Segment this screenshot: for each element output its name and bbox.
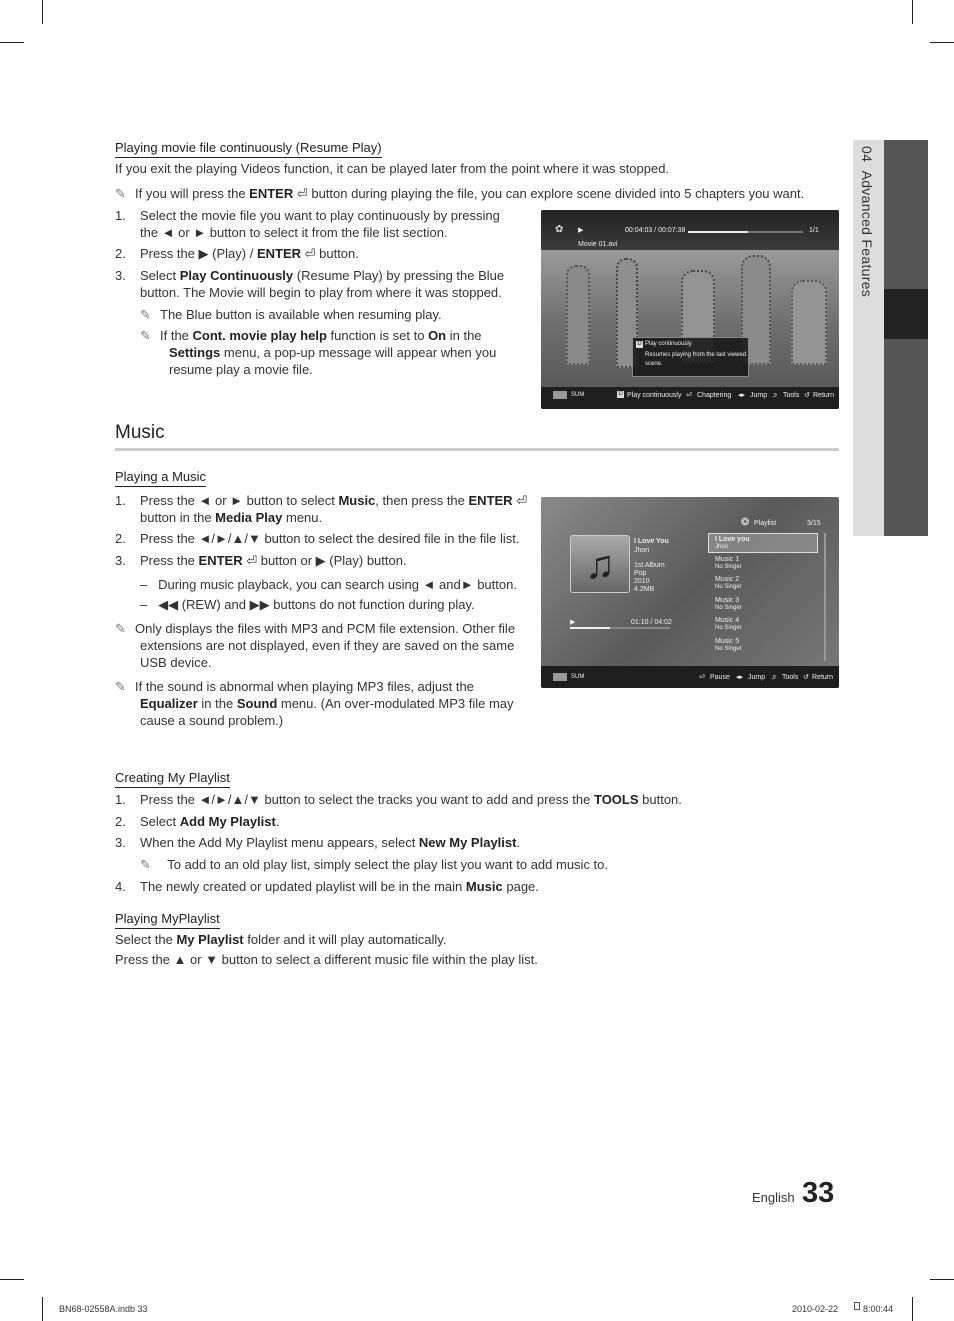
note-icon: ✎ xyxy=(115,679,126,694)
footer-time: 8:00:44 xyxy=(863,1304,894,1314)
popup-line: scene. xyxy=(645,361,663,367)
playlist-item-singer: No Singer xyxy=(715,646,742,652)
song-size: 4.2MB xyxy=(634,586,655,593)
note-icon: ✎ xyxy=(140,328,151,343)
playlist-step-3: When the Add My Playlist menu appears, select New My Playlist. xyxy=(140,835,521,850)
playlist-item-title[interactable]: Music 3 xyxy=(715,597,740,604)
return-icon: ↺ xyxy=(803,674,809,681)
resume-note-3: ✎ If the Cont. movie play help function is set to On in the Settings menu, a pop-up message will appear when you resume play a movie file. xyxy=(140,328,497,377)
resume-step-1: Select the movie file you want to play continuously by pressing the ◄ or ► button to select it from the file list section. xyxy=(140,208,500,240)
music-step-3: Press the ENTER ⏎ button or ▶ (Play) button. xyxy=(140,553,407,568)
step-number: 3. xyxy=(115,553,126,568)
playing-music-heading: Playing a Music xyxy=(115,468,206,487)
playlist-item-title[interactable]: Music 5 xyxy=(715,638,740,645)
music-step-2: Press the ◄/►/▲/▼ button to select the desired file in the file list. xyxy=(140,531,520,546)
music-progress-fill xyxy=(570,627,610,629)
footer-time-icon xyxy=(854,1302,860,1310)
bar-jump: Jump xyxy=(748,674,766,681)
enter-icon: ⏎ xyxy=(686,392,692,399)
device-label: SUM xyxy=(571,674,585,680)
step-number: 1. xyxy=(115,792,126,807)
music-note-2: ✎ If the sound is abnormal when playing MP3 files, adjust the Equalizer in the Sound menu. (An over-modulated MP3 file may cause a sound problem.) xyxy=(115,679,514,728)
popup-title: Play continuously xyxy=(645,341,692,347)
popup-line: Resumes playing from the last viewed xyxy=(645,352,747,358)
playlist-label: Playlist xyxy=(754,520,777,527)
playlist-note: ✎ To add to an old play list, simply select the play list you want to add music to. xyxy=(140,857,609,872)
footer-date: 2010-02-22 xyxy=(792,1304,839,1314)
crop-mark xyxy=(912,0,913,24)
playlist-item-singer: No Singer xyxy=(715,584,742,590)
playlist-page: 3/15 xyxy=(807,520,821,527)
fast-forward-icon: ▶▶ xyxy=(249,597,270,612)
song-genre: Pop xyxy=(634,570,647,577)
step-number: 3. xyxy=(115,835,126,850)
tools-icon: ♬ xyxy=(772,392,779,399)
d-button-icon: D xyxy=(637,341,642,347)
bar-tools: Tools xyxy=(782,674,799,681)
step-number: 3. xyxy=(115,268,126,283)
playlist-item-title[interactable]: Music 2 xyxy=(715,576,740,583)
chapter-label: 04 Advanced Features xyxy=(859,146,875,298)
crop-mark xyxy=(930,42,954,43)
step-number: 2. xyxy=(115,531,126,546)
playlist-item-singer: No Singer xyxy=(715,625,742,631)
page-number: 33 xyxy=(802,1177,835,1209)
playlist-item-title[interactable]: Music 1 xyxy=(715,556,740,563)
playlist-scrollbar[interactable] xyxy=(824,533,826,661)
enter-icon: ⏎ xyxy=(512,493,528,508)
music-screenshot xyxy=(541,497,839,688)
resume-intro: If you exit the playing Videos function, it can be played later from the point where it was stopped. xyxy=(115,161,670,176)
music-step-1: Press the ◄ or ► button to select Music, then press the ENTER ⏎ button in the Media Play menu. xyxy=(140,493,528,525)
step-number: 2. xyxy=(115,814,126,829)
playing-myplaylist-heading: Playing MyPlaylist xyxy=(115,910,220,929)
bar-pause: Pause xyxy=(710,674,730,681)
playlist-item-singer: No Singer xyxy=(715,564,742,570)
note-icon: ✎ xyxy=(115,621,126,636)
resume-note-2: ✎ The Blue button is available when resuming play. xyxy=(140,307,442,322)
creating-playlist-heading: Creating My Playlist xyxy=(115,769,230,788)
rewind-icon: ◀◀ xyxy=(158,597,179,612)
footer-file: BN68-02558A.indb 33 xyxy=(59,1304,148,1314)
bar-return: Return xyxy=(813,392,835,399)
step-number: 1. xyxy=(115,208,126,223)
crop-mark xyxy=(0,42,24,43)
play-icon: ▶ xyxy=(570,619,576,626)
usb-icon xyxy=(553,673,567,681)
movie-file-name: Movie 01.avi xyxy=(578,241,618,248)
movie-icon: ✿ xyxy=(555,224,564,235)
crop-mark xyxy=(42,1297,43,1321)
play-icon: ▶ xyxy=(578,227,584,234)
song-year: 2010 xyxy=(634,578,650,585)
movie-time: 00:04:03 / 00:07:38 xyxy=(625,227,686,234)
d-button-icon: D xyxy=(618,391,623,397)
music-dash-1: – During music playback, you can search using ◄ and► button. xyxy=(140,577,517,592)
giraffe-shape xyxy=(791,280,827,365)
return-icon: ↺ xyxy=(804,392,810,399)
play-icon: ▶ xyxy=(315,553,326,568)
crop-mark xyxy=(912,1297,913,1321)
bar-tools: Tools xyxy=(783,392,800,399)
song-artist: Jhon xyxy=(634,547,650,554)
music-rule xyxy=(115,448,839,451)
note-icon: ✎ xyxy=(140,857,151,872)
resume-note-1: ✎ If you will press the ENTER ⏎ button during playing the file, you can explore scene divided into 5 chapters you want. xyxy=(115,186,805,201)
note-icon: ✎ xyxy=(140,307,151,322)
crop-mark xyxy=(0,1279,24,1280)
movie-screenshot xyxy=(541,210,839,409)
bar-jump: Jump xyxy=(750,392,768,399)
movie-progress-fill xyxy=(688,231,748,233)
enter-icon: ⏎ xyxy=(293,186,308,201)
playlist-item-title[interactable]: Music 4 xyxy=(715,617,740,624)
left-right-icon: ◂▸ xyxy=(736,674,744,681)
movie-count: 1/1 xyxy=(809,227,819,234)
enter-icon: ⏎ xyxy=(242,553,258,568)
step-number: 2. xyxy=(115,246,126,261)
play-icon: ▶ xyxy=(198,246,209,261)
myplaylist-line-2: Press the ▲ or ▼ button to select a different music file within the play list. xyxy=(115,952,538,967)
music-dash-2: – ◀◀ (REW) and ▶▶ buttons do not function during play. xyxy=(140,597,475,612)
playlist-item-title: I Love you xyxy=(715,536,750,543)
song-title: I Love You xyxy=(634,538,669,545)
music-note-1: ✎ Only displays the files with MP3 and PCM file extension. Other file extensions are not displayed, even if they are saved on the same USB device. xyxy=(115,621,516,670)
tools-icon: ♬ xyxy=(771,674,778,681)
bar-chaptering: Chaptering xyxy=(697,392,732,399)
enter-icon: ⏎ xyxy=(301,246,316,261)
song-album: 1st Album xyxy=(634,562,665,569)
playlist-item-singer: No Singer xyxy=(715,605,742,611)
playlist-item-singer: Jhon xyxy=(715,544,729,550)
bar-return: Return xyxy=(812,674,834,681)
playlist-step-2: Select Add My Playlist. xyxy=(140,814,280,829)
crop-mark xyxy=(930,1279,954,1280)
music-title: Music xyxy=(115,422,165,443)
playlist-icon: ❂ xyxy=(741,517,750,528)
music-note-icon: ♫ xyxy=(570,535,630,593)
crop-mark xyxy=(42,0,43,24)
playlist-step-4: The newly created or updated playlist will be in the main Music page. xyxy=(140,879,539,894)
giraffe-shape xyxy=(566,265,590,365)
bar-play-continuously: Play continuously xyxy=(627,392,682,399)
device-label: SUM xyxy=(571,392,585,398)
music-time: 01:10 / 04:02 xyxy=(631,619,672,626)
chapter-tab-marker xyxy=(884,289,928,339)
resume-step-3: Select Play Continuously (Resume Play) by pressing the Blue button. The Movie will begin to play from where it was stopped. xyxy=(140,268,505,300)
step-number: 1. xyxy=(115,493,126,508)
myplaylist-line-1: Select the My Playlist folder and it will play automatically. xyxy=(115,932,447,947)
left-right-icon: ◂▸ xyxy=(738,392,746,399)
step-number: 4. xyxy=(115,879,126,894)
note-icon: ✎ xyxy=(115,186,126,201)
enter-icon: ⏎ xyxy=(699,674,705,681)
resume-step-2: Press the ▶ (Play) / ENTER ⏎ button. xyxy=(140,246,359,261)
playlist-step-1: Press the ◄/►/▲/▼ button to select the tracks you want to add and press the TOOLS button. xyxy=(140,792,682,807)
usb-icon xyxy=(553,391,567,399)
page-language: English xyxy=(752,1190,795,1205)
resume-heading: Playing movie file continuously (Resume Play) xyxy=(115,139,382,158)
